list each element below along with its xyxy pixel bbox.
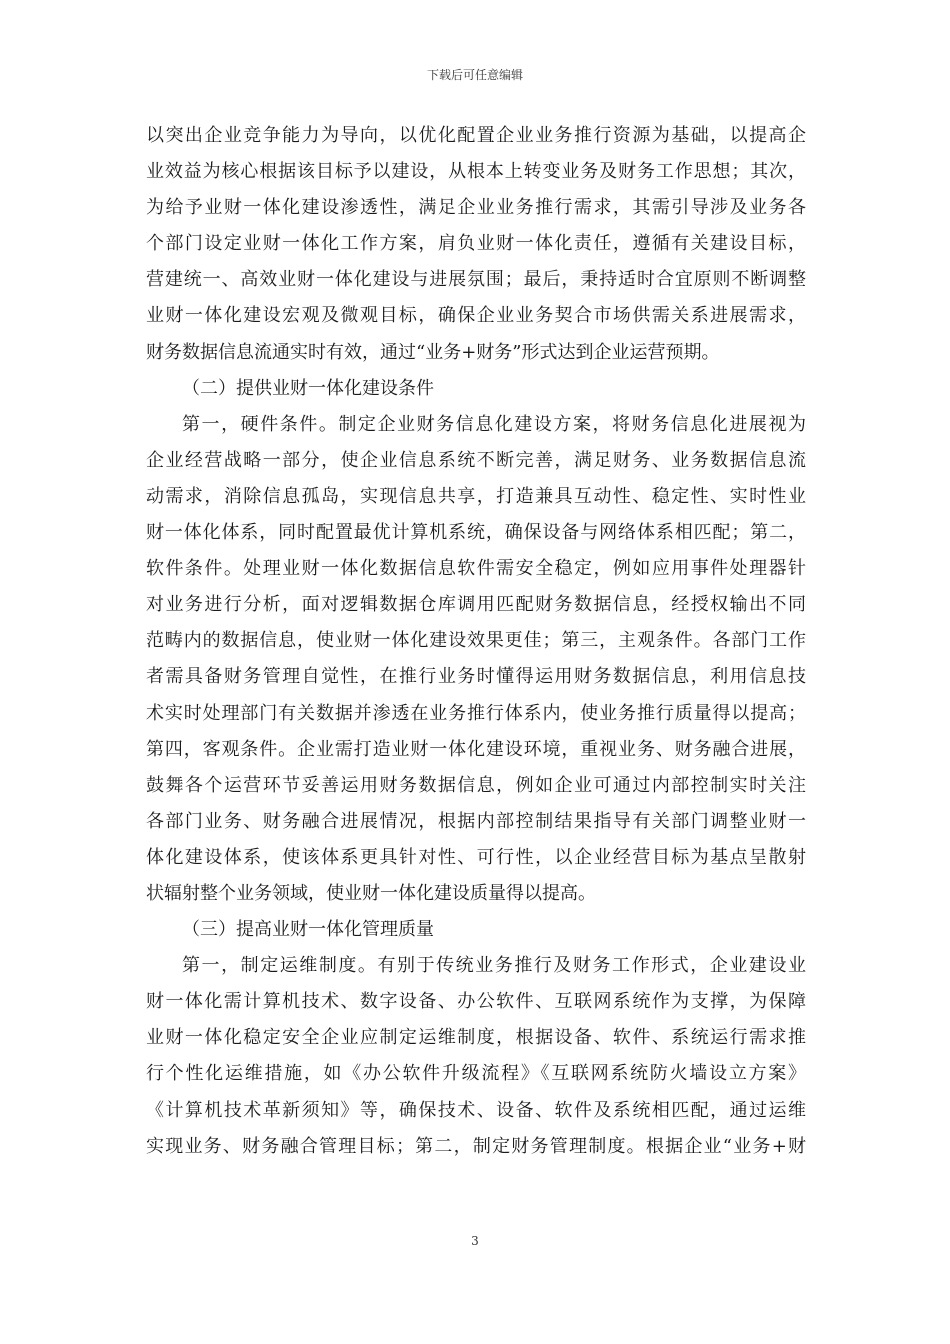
text-line: 业财一体化稳定安全企业应制定运维制度，根据设备、软件、系统运行需求推 — [146, 1027, 806, 1049]
text-line: 营建统一、高效业财一体化建设与进展氛围；最后，秉持适时合宜原则不断调整 — [146, 269, 806, 291]
text-line: 第四，客观条件。企业需打造业财一体化建设环境，重视业务、财务融合进展， — [146, 738, 806, 760]
document-body — [146, 118, 806, 1165]
text-line: 实现业务、财务融合管理目标；第二，制定财务管理制度。根据企业“业务+财 — [146, 1135, 806, 1157]
text-line: （二）提供业财一体化建设条件 — [182, 377, 434, 399]
text-line: 鼓舞各个运营环节妥善运用财务数据信息，例如企业可通过内部控制实时关注 — [146, 774, 806, 796]
text-line: 术实时处理部门有关数据并渗透在业务推行体系内，使业务推行质量得以提高； — [146, 702, 806, 724]
text-line: 对业务进行分析，面对逻辑数据仓库调用匹配财务数据信息，经授权输出不同 — [146, 594, 806, 616]
text-line: 第一，硬件条件。制定企业财务信息化建设方案，将财务信息化进展视为 — [182, 413, 806, 435]
text-line: 企业经营战略一部分，使企业信息系统不断完善，满足财务、业务数据信息流 — [146, 449, 806, 471]
text-line: 行个性化运维措施，如《办公软件升级流程》《互联网系统防火墙设立方案》 — [146, 1063, 806, 1085]
text-line: 业财一体化建设宏观及微观目标，确保企业业务契合市场供需关系进展需求， — [146, 305, 806, 327]
text-line: 第一，制定运维制度。有别于传统业务推行及财务工作形式，企业建设业 — [182, 955, 806, 977]
text-line: 财务数据信息流通实时有效，通过“业务+财务”形式达到企业运营预期。 — [146, 341, 720, 363]
page-number: 3 — [471, 1234, 479, 1248]
text-line: 软件条件。处理业财一体化数据信息软件需安全稳定，例如应用事件处理器针 — [146, 558, 806, 580]
text-line: 财一体化需计算机技术、数字设备、办公软件、互联网系统作为支撑，为保障 — [146, 991, 806, 1013]
text-line: 为给予业财一体化建设渗透性，满足企业业务推行需求，其需引导涉及业务各 — [146, 197, 806, 219]
page-header: 下载后可任意编辑 — [426, 68, 523, 82]
text-line: 动需求，消除信息孤岛，实现信息共享，打造兼具互动性、稳定性、实时性业 — [146, 485, 806, 507]
text-line: 财一体化体系，同时配置最优计算机系统，确保设备与网络体系相匹配；第二， — [146, 522, 806, 544]
text-line: （三）提高业财一体化管理质量 — [182, 919, 434, 941]
text-line: 个部门设定业财一体化工作方案，肩负业财一体化责任，遵循有关建设目标， — [146, 233, 806, 255]
text-line: 《计算机技术革新须知》等，确保技术、设备、软件及系统相匹配，通过运维 — [146, 1099, 806, 1121]
text-line: 者需具备财务管理自觉性，在推行业务时懂得运用财务数据信息，利用信息技 — [146, 666, 806, 688]
text-line: 各部门业务、财务融合进展情况，根据内部控制结果指导有关部门调整业财一 — [146, 810, 806, 832]
text-line: 体化建设体系，使该体系更具针对性、可行性，以企业经营目标为基点呈散射 — [146, 846, 806, 868]
text-line: 状辐射整个业务领域，使业财一体化建设质量得以提高。 — [146, 882, 596, 904]
text-line: 业效益为核心根据该目标予以建设，从根本上转变业务及财务工作思想；其次， — [146, 161, 806, 183]
text-line: 范畴内的数据信息，使业财一体化建设效果更佳；第三，主观条件。各部门工作 — [146, 630, 806, 652]
text-line: 以突出企业竞争能力为导向，以优化配置企业业务推行资源为基础，以提高企 — [146, 125, 806, 146]
